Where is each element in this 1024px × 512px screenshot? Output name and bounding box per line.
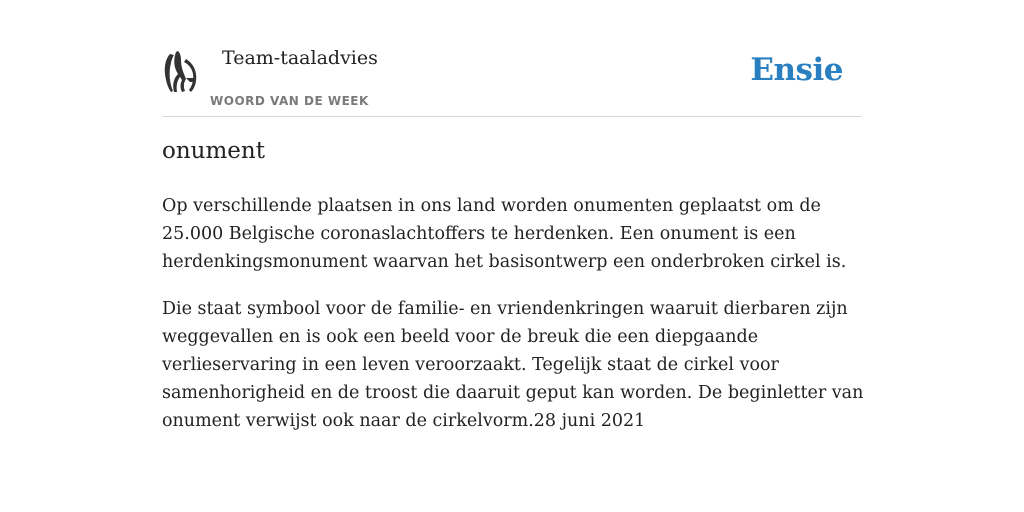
org-name: Team-taaladvies <box>222 47 378 69</box>
header <box>162 44 862 117</box>
article-title: onument <box>162 138 265 164</box>
article-date: 28 juni 2021 <box>533 411 646 431</box>
article-paragraph-2-text: Die staat symbool voor de familie- en vriendenkringen waaruit dierbaren zijn weggevallen en is ook een beeld voor de breuk die een diepgaande verlieservaring in een leven veroorzaakt. Tegelijk staat de cirkel voor samenhorigheid en de troost die daaruit geput kan worden. De beginletter van onument verwijst ook naar de cirkelvorm. <box>162 299 864 431</box>
article-paragraph-1: Op verschillende plaatsen in ons land worden onumenten geplaatst om de 25.000 Belgische coronaslachtoffers te herdenken. Een onument is een herdenkingsmonument waarvan het basisontwerp een onderbroken cirkel is. <box>162 196 847 272</box>
article-body <box>162 192 866 454</box>
article-paragraph-2 <box>162 295 866 435</box>
section-label: WOORD VAN DE WEEK <box>210 94 369 108</box>
brand-logo[interactable]: Ensie <box>750 52 843 88</box>
flemish-lion-logo-icon <box>162 48 198 96</box>
